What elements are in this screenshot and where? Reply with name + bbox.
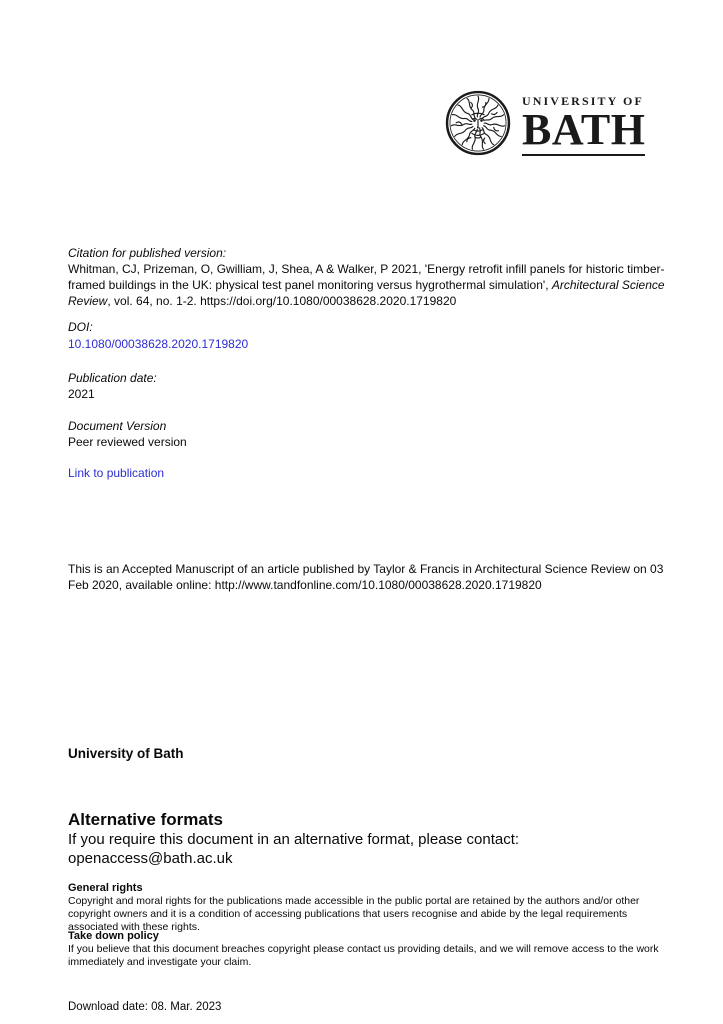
citation-journal-name: Architectural Science Review [68, 278, 665, 308]
document-version-section [68, 418, 680, 450]
take-down-policy-heading: Take down policy [68, 930, 159, 942]
citation-label: Citation for published version: [68, 246, 227, 260]
alternative-formats-heading: Alternative formats [68, 810, 223, 829]
general-rights-heading: General rights [68, 882, 143, 894]
logo-university-of: UNIVERSITY OF [522, 94, 644, 108]
doi-label: DOI: [68, 320, 93, 334]
download-date-section [68, 1001, 680, 1013]
logo-bath: BATH [522, 105, 646, 154]
citation-text [68, 261, 680, 309]
doi-section [68, 319, 680, 353]
logo-wordmark [522, 90, 645, 156]
link-to-publication[interactable]: Link to publication [68, 466, 165, 480]
take-down-policy-body: If you believe that this document breaches copyright please contact us providing details, and we will remove access to the work immediately and investigate your claim. [68, 943, 659, 968]
accepted-manuscript-note [68, 561, 680, 593]
publication-date-value: 2021 [68, 387, 95, 401]
alternative-formats-body: If you require this document in an alternative format, please contact: [68, 831, 520, 848]
citation-section [68, 245, 680, 309]
bath-sun-face-seal-icon [445, 90, 511, 156]
general-rights-section [68, 882, 680, 934]
general-rights-body: Copyright and moral rights for the publications made accessible in the public portal are retained by the authors and/or other copyright owners and it is a condition of accessing publications that users recognise and abide by the legal requirements associated with these rights. [68, 895, 640, 933]
university-heading-section [68, 746, 680, 761]
take-down-policy-section [68, 930, 680, 969]
citation-after-journal: , vol. 64, no. 1-2. https://doi.org/10.1080/00038628.2020.1719820 [107, 294, 457, 308]
link-to-publication-section [68, 464, 680, 482]
document-version-label: Document Version [68, 419, 167, 433]
university-of-bath-logo [445, 90, 645, 156]
university-heading: University of Bath [68, 746, 184, 761]
document-version-value: Peer reviewed version [68, 435, 187, 449]
download-date: Download date: 08. Mar. 2023 [68, 1001, 222, 1013]
publication-date-section [68, 370, 680, 402]
citation-before-journal: Whitman, CJ, Prizeman, O, Gwilliam, J, Shea, A & Walker, P 2021, 'Energy retrofit infill panels for historic timber-framed buildings in the UK: physical test panel monitoring versus hygrothermal simulation', [68, 262, 665, 292]
publication-date-label: Publication date: [68, 371, 157, 385]
logo-underline [522, 154, 645, 156]
alternative-formats-section [68, 810, 680, 868]
doi-link[interactable]: 10.1080/00038628.2020.1719820 [68, 337, 249, 351]
accepted-manuscript-text: This is an Accepted Manuscript of an article published by Taylor & Francis in Architectural Science Review on 03 Feb 2020, available online: http://www.tandfonline.com/10.1080/00038628.2020.1719820 [68, 562, 664, 592]
openaccess-email[interactable]: openaccess@bath.ac.uk [68, 850, 233, 867]
